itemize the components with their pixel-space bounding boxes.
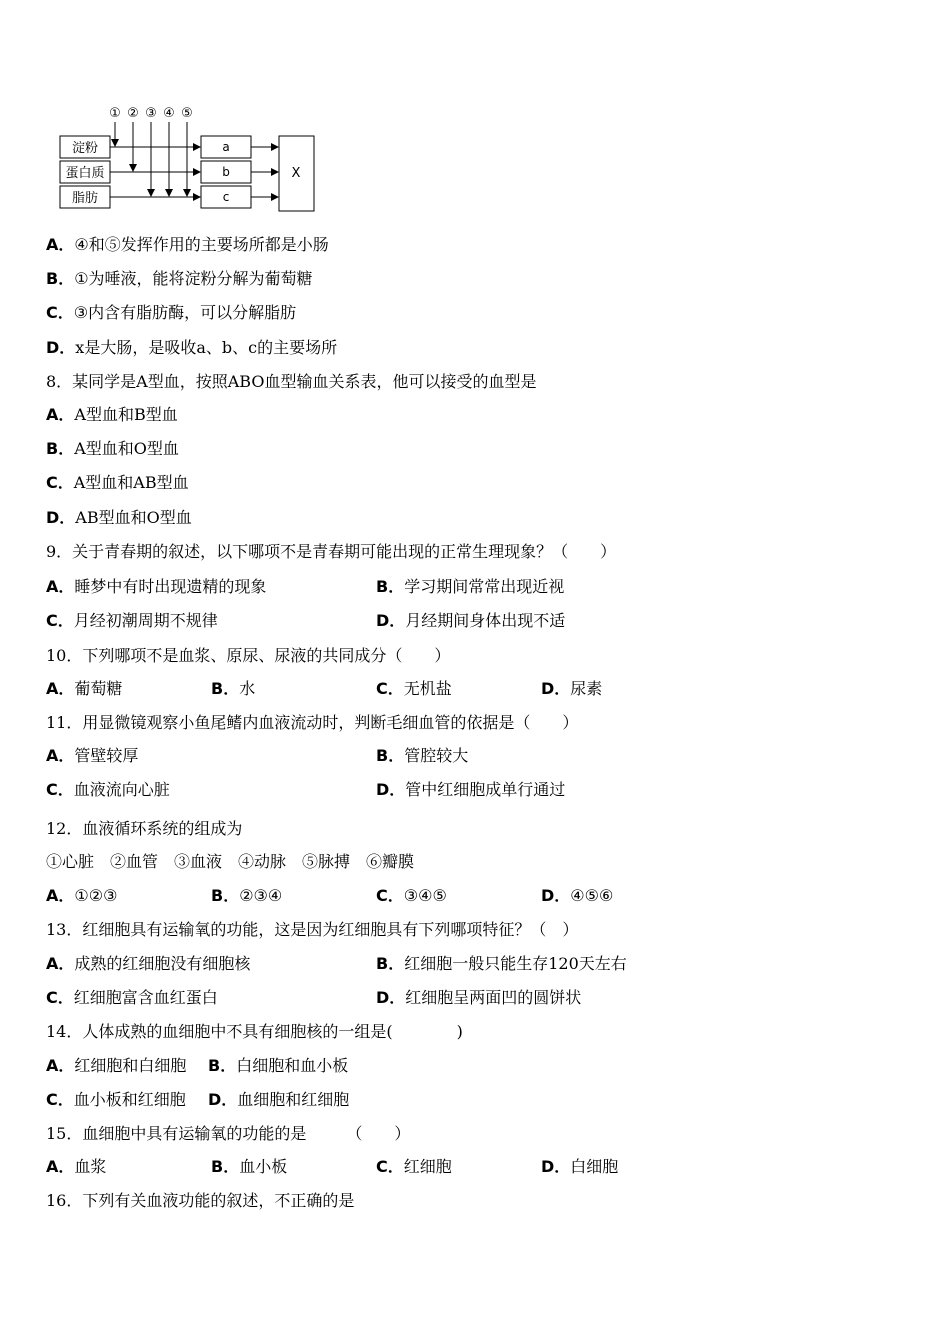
q11-stem: 11．用显微镜观察小鱼尾鳍内血液流动时，判断毛细血管的依据是（ ） [46, 713, 579, 732]
option-text: 红细胞呈两面凹的圆饼状 [405, 988, 582, 1007]
option-text: 血小板和红细胞 [73, 1090, 186, 1109]
q7-option-d [46, 337, 337, 359]
q15-stem: 15．血细胞中具有运输氧的功能的是 （ ） [46, 1124, 411, 1143]
option-label: B． [376, 746, 405, 765]
circle-label-3: ③ [145, 106, 157, 121]
option-label: C． [46, 303, 74, 322]
q11-option-b [376, 745, 468, 767]
option-label: B． [211, 886, 240, 905]
circle-label-2: ② [127, 106, 139, 121]
nutrient-label-starch: 淀粉 [71, 141, 99, 156]
option-label: B． [46, 439, 75, 458]
option-label: A． [46, 235, 75, 254]
option-text: 无机盐 [403, 679, 452, 698]
option-label: C． [46, 611, 74, 630]
option-label: A． [46, 1056, 75, 1075]
option-text: A型血和B型血 [74, 405, 178, 424]
q13-option-b [376, 953, 627, 975]
option-text: 管中红细胞成单行通过 [405, 780, 566, 799]
q7-option-b [46, 268, 313, 290]
option-label: A． [46, 746, 75, 765]
q13-option-c [46, 987, 218, 1009]
q13-option-d [376, 987, 581, 1009]
option-text: 红细胞和白细胞 [74, 1056, 187, 1075]
option-label: A． [46, 886, 75, 905]
option-label: D． [541, 1157, 571, 1176]
q10-stem: 10．下列哪项不是血浆、原尿、尿液的共同成分（ ） [46, 646, 451, 665]
q8-option-c [46, 472, 189, 494]
q14-option-b [208, 1055, 348, 1077]
option-label: C． [376, 679, 404, 698]
option-label: B． [211, 679, 240, 698]
option-label: C． [46, 473, 74, 492]
q14-option-a [46, 1055, 186, 1077]
q9-option-d [376, 610, 565, 632]
option-text: 红细胞富含血红蛋白 [73, 988, 218, 1007]
option-text: 水 [239, 679, 256, 698]
q12-option-b [211, 885, 282, 907]
q8-option-d [46, 507, 192, 529]
option-label: A． [46, 679, 75, 698]
circle-label-5: ⑤ [181, 106, 193, 121]
option-text: 白细胞 [570, 1157, 619, 1176]
option-text: 血细胞和红细胞 [237, 1090, 350, 1109]
q10-option-a [46, 678, 122, 700]
option-text: 管壁较厚 [74, 746, 139, 765]
option-label: D． [376, 611, 406, 630]
q8-option-b [46, 438, 179, 460]
q15-option-b [211, 1156, 287, 1178]
option-label: C． [46, 1090, 74, 1109]
option-text: ④和⑤发挥作用的主要场所都是小肠 [74, 235, 329, 254]
option-text: 红细胞一般只能生存120天左右 [404, 954, 627, 973]
q15-option-c [376, 1156, 452, 1178]
option-label: C． [376, 886, 404, 905]
digestion-diagram [55, 100, 325, 215]
option-text: ④⑤⑥ [570, 886, 614, 905]
circle-label-4: ④ [163, 106, 175, 121]
option-label: C． [376, 1157, 404, 1176]
product-label-b: b [222, 165, 230, 179]
q9-option-a [46, 576, 266, 598]
option-text: 睡梦中有时出现遗精的现象 [74, 577, 267, 596]
option-label: B． [211, 1157, 240, 1176]
option-text: x是大肠，是吸收a、b、c的主要场所 [75, 338, 338, 357]
option-label: A． [46, 405, 75, 424]
option-text: AB型血和O型血 [75, 508, 192, 527]
option-text: A型血和AB型血 [73, 473, 189, 492]
option-label: A． [46, 577, 75, 596]
option-text: 成熟的红细胞没有细胞核 [74, 954, 251, 973]
option-label: D． [376, 988, 406, 1007]
circle-label-1: ① [109, 106, 121, 121]
option-text: ③④⑤ [403, 886, 447, 905]
option-text: ①为唾液，能将淀粉分解为葡萄糖 [74, 269, 313, 288]
q12-stem: 12．血液循环系统的组成为 [46, 819, 243, 838]
q10-option-c [376, 678, 452, 700]
option-label: D． [541, 886, 571, 905]
q14-stem: 14．人体成熟的血细胞中不具有细胞核的一组是( ) [46, 1022, 463, 1041]
option-text: 月经期间身体出现不适 [405, 611, 566, 630]
option-label: B． [208, 1056, 237, 1075]
nutrient-label-fat: 脂肪 [71, 191, 99, 206]
q9-stem: 9．关于青春期的叙述，以下哪项不是青春期可能出现的正常生理现象？（ ） [46, 542, 617, 561]
q15-option-a [46, 1156, 106, 1178]
option-text: 血浆 [74, 1157, 107, 1176]
organ-label-x: X [291, 166, 301, 181]
option-text: 白细胞和血小板 [236, 1056, 349, 1075]
q15-option-d [541, 1156, 618, 1178]
option-label: D． [46, 338, 76, 357]
option-text: 葡萄糖 [74, 679, 123, 698]
q10-option-b [211, 678, 255, 700]
option-label: C． [46, 780, 74, 799]
q7-option-a [46, 234, 329, 256]
q16-stem: 16．下列有关血液功能的叙述，不正确的是 [46, 1191, 355, 1210]
product-label-c: c [222, 190, 230, 204]
option-text: 月经初潮周期不规律 [73, 611, 218, 630]
option-label: D． [208, 1090, 238, 1109]
q11-option-c [46, 779, 170, 801]
option-text: 尿素 [570, 679, 603, 698]
option-text: ③内含有脂肪酶，可以分解脂肪 [73, 303, 297, 322]
q7-option-c [46, 302, 296, 324]
option-label: D． [46, 508, 76, 527]
q8-option-a [46, 404, 178, 426]
option-text: 血液流向心脏 [73, 780, 170, 799]
option-text: 血小板 [239, 1157, 288, 1176]
option-label: A． [46, 954, 75, 973]
q9-option-c [46, 610, 218, 632]
q13-option-a [46, 953, 250, 975]
nutrient-label-protein: 蛋白质 [65, 166, 105, 181]
option-label: B． [376, 577, 405, 596]
option-label: B． [376, 954, 405, 973]
q12-items: ①心脏 ②血管 ③血液 ④动脉 ⑤脉搏 ⑥瓣膜 [46, 852, 415, 871]
q11-option-d [376, 779, 565, 801]
q13-stem: 13．红细胞具有运输氧的功能，这是因为红细胞具有下列哪项特征？（ ） [46, 920, 579, 939]
q14-option-d [208, 1089, 349, 1111]
option-text: 管腔较大 [404, 746, 469, 765]
option-text: ②③④ [239, 886, 283, 905]
option-label: D． [376, 780, 406, 799]
option-text: A型血和O型血 [74, 439, 179, 458]
q9-option-b [376, 576, 564, 598]
q14-option-c [46, 1089, 186, 1111]
option-text: 学习期间常常出现近视 [404, 577, 565, 596]
q12-option-c [376, 885, 447, 907]
q8-stem: 8．某同学是A型血，按照ABO血型输血关系表，他可以接受的血型是 [46, 372, 537, 391]
q12-option-d [541, 885, 613, 907]
option-label: D． [541, 679, 571, 698]
option-label: B． [46, 269, 75, 288]
product-label-a: a [222, 140, 230, 154]
option-text: 红细胞 [403, 1157, 452, 1176]
q11-option-a [46, 745, 138, 767]
option-label: A． [46, 1157, 75, 1176]
option-text: ①②③ [74, 886, 118, 905]
q12-option-a [46, 885, 117, 907]
q10-option-d [541, 678, 602, 700]
option-label: C． [46, 988, 74, 1007]
